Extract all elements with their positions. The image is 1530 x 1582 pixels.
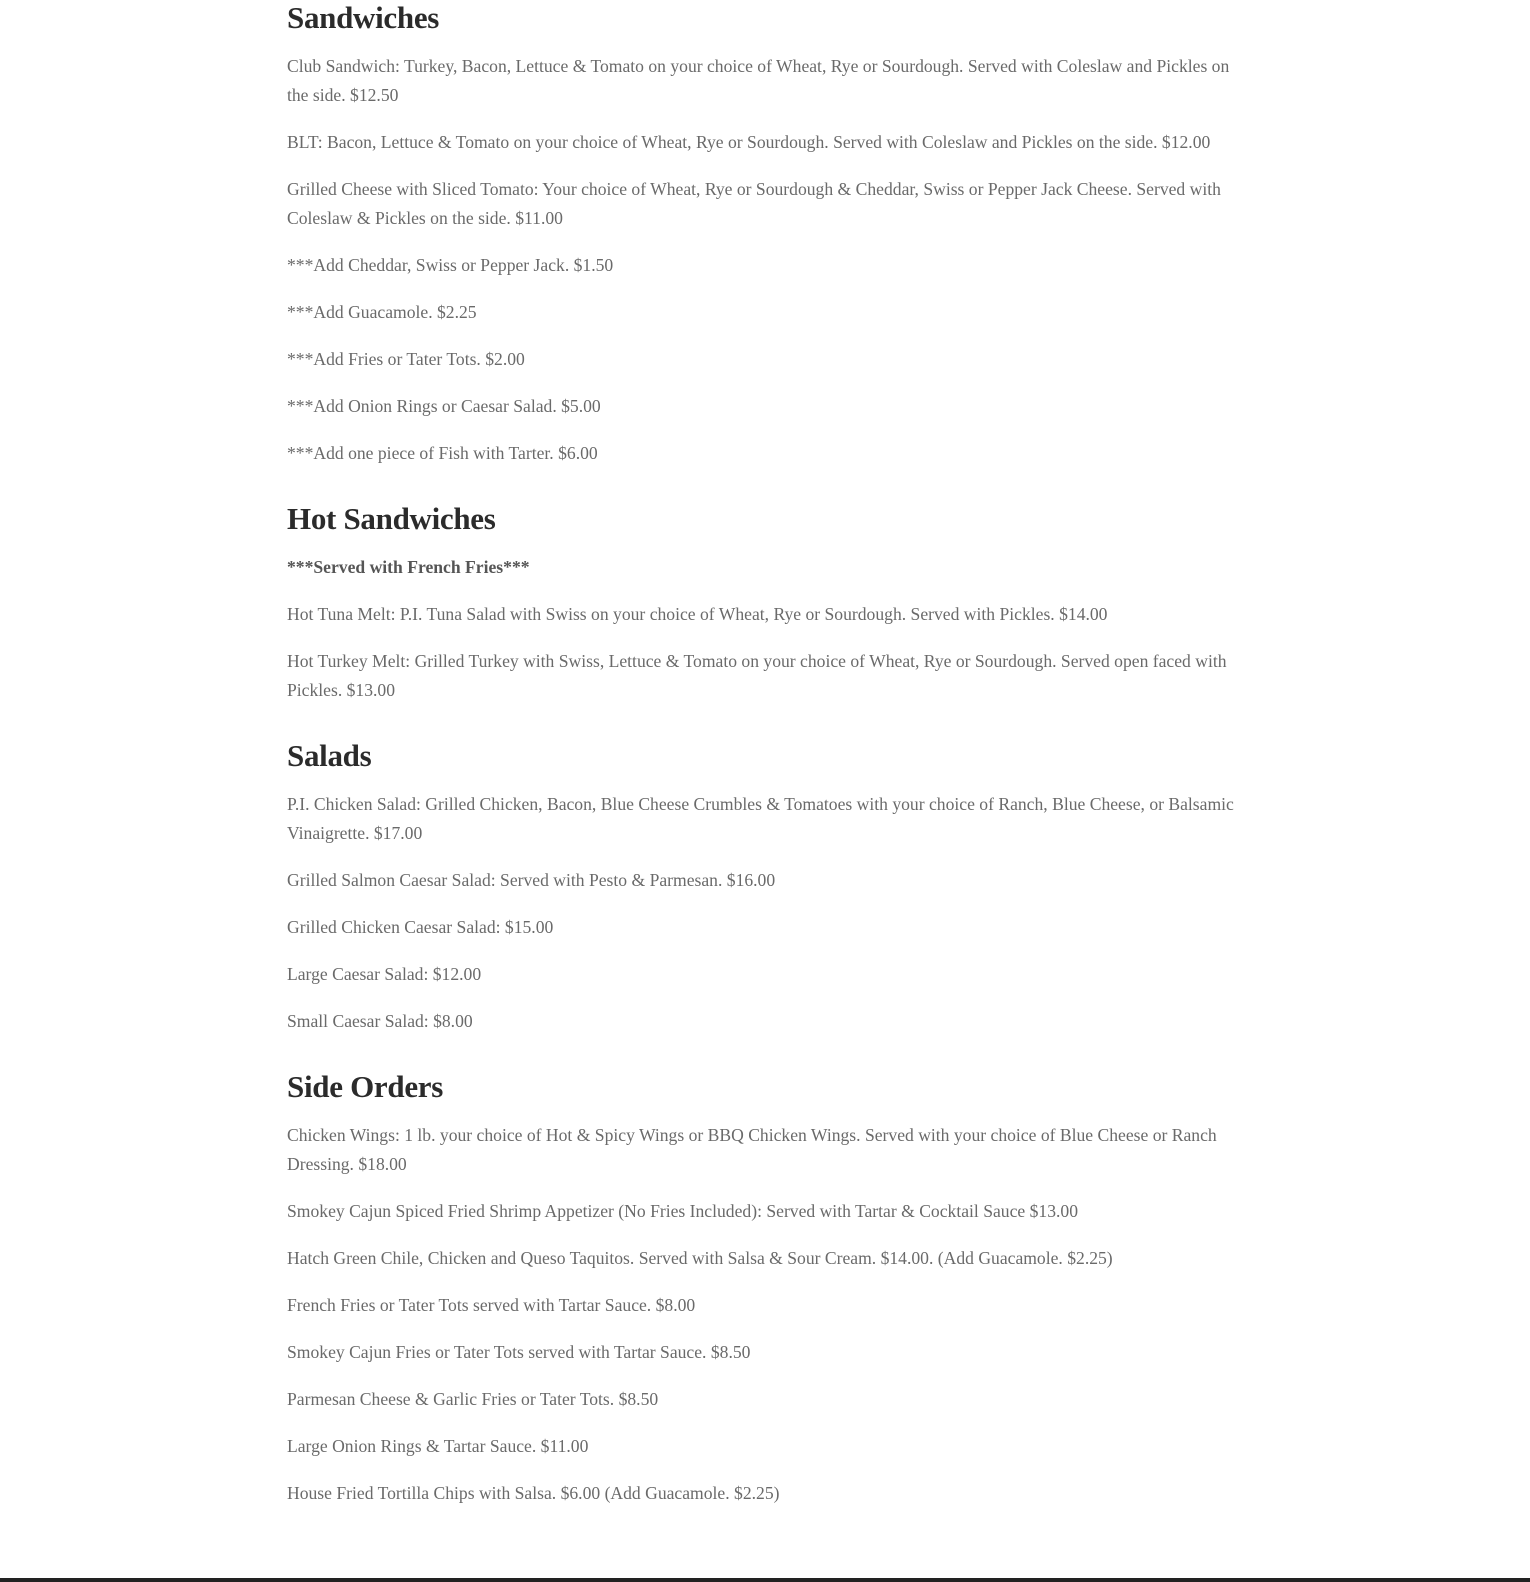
section-sandwiches (287, 0, 1247, 468)
menu-item: Parmesan Cheese & Garlic Fries or Tater Tots. $8.50 (287, 1389, 659, 1409)
section-title-hot-sandwiches: Hot Sandwiches (287, 501, 496, 536)
menu-item: Club Sandwich: Turkey, Bacon, Lettuce & Tomato on your choice of Wheat, Rye or Sourdough. Served with Coleslaw and Pickles on the side. $12.50 (287, 56, 1230, 105)
menu-addon: ***Add Onion Rings or Caesar Salad. $5.00 (287, 396, 601, 416)
menu-content (287, 0, 1247, 1526)
menu-item: Grilled Chicken Caesar Salad: $15.00 (287, 917, 554, 937)
menu-item: Hot Tuna Melt: P.I. Tuna Salad with Swiss on your choice of Wheat, Rye or Sourdough. Served with Pickles. $14.00 (287, 604, 1108, 624)
menu-addon: ***Add Guacamole. $2.25 (287, 302, 477, 322)
menu-item: Small Caesar Salad: $8.00 (287, 1011, 473, 1031)
menu-item: BLT: Bacon, Lettuce & Tomato on your choice of Wheat, Rye or Sourdough. Served with Coleslaw and Pickles on the side. $12.00 (287, 132, 1211, 152)
menu-item: Smokey Cajun Fries or Tater Tots served with Tartar Sauce. $8.50 (287, 1342, 751, 1362)
menu-addon: ***Add Cheddar, Swiss or Pepper Jack. $1.50 (287, 255, 614, 275)
menu-item: Smokey Cajun Spiced Fried Shrimp Appetizer (No Fries Included): Served with Tartar & Cocktail Sauce $13.00 (287, 1201, 1078, 1221)
menu-item: P.I. Chicken Salad: Grilled Chicken, Bacon, Blue Cheese Crumbles & Tomatoes with your choice of Ranch, Blue Cheese, or Balsamic Vinaigrette. $17.00 (287, 794, 1234, 843)
menu-item: Hatch Green Chile, Chicken and Queso Taquitos. Served with Salsa & Sour Cream. $14.00. (Add Guacamole. $2.25) (287, 1248, 1113, 1268)
menu-addon: ***Add one piece of Fish with Tarter. $6.00 (287, 443, 598, 463)
menu-addon: ***Add Fries or Tater Tots. $2.00 (287, 349, 525, 369)
section-hot-sandwiches (287, 501, 1247, 705)
footer-divider (0, 1578, 1530, 1582)
section-title-side-orders: Side Orders (287, 1069, 443, 1104)
section-side-orders (287, 1069, 1247, 1508)
menu-item: Grilled Salmon Caesar Salad: Served with Pesto & Parmesan. $16.00 (287, 870, 776, 890)
menu-item: Grilled Cheese with Sliced Tomato: Your choice of Wheat, Rye or Sourdough & Cheddar, Swiss or Pepper Jack Cheese. Served with Coleslaw & Pickles on the side. $11.00 (287, 179, 1221, 228)
section-salads (287, 738, 1247, 1036)
menu-item: French Fries or Tater Tots served with Tartar Sauce. $8.00 (287, 1295, 696, 1315)
menu-item: Large Caesar Salad: $12.00 (287, 964, 482, 984)
menu-item: Large Onion Rings & Tartar Sauce. $11.00 (287, 1436, 589, 1456)
section-title-sandwiches: Sandwiches (287, 0, 440, 35)
menu-item: Chicken Wings: 1 lb. your choice of Hot & Spicy Wings or BBQ Chicken Wings. Served with your choice of Blue Cheese or Ranch Dressing. $18.00 (287, 1125, 1217, 1174)
menu-item: House Fried Tortilla Chips with Salsa. $6.00 (Add Guacamole. $2.25) (287, 1483, 780, 1503)
section-title-salads: Salads (287, 738, 372, 773)
section-note: ***Served with French Fries*** (287, 557, 530, 577)
menu-item: Hot Turkey Melt: Grilled Turkey with Swiss, Lettuce & Tomato on your choice of Wheat, Rye or Sourdough. Served open faced with Pickles. $13.00 (287, 651, 1227, 700)
